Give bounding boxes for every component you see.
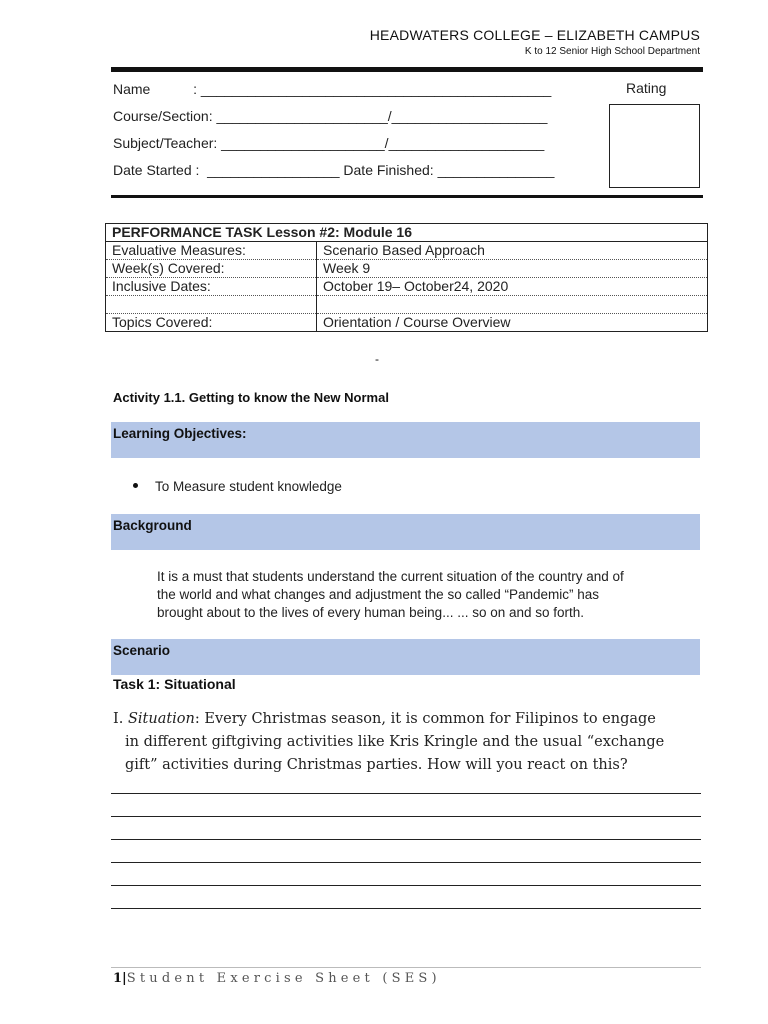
situation-label: Situation xyxy=(127,711,195,727)
footer-rule xyxy=(111,967,701,968)
answer-line xyxy=(111,908,701,909)
objective-text: To Measure student knowledge xyxy=(155,479,342,494)
name-field: Name : _____________________________________________ xyxy=(113,81,552,97)
row-label xyxy=(106,296,317,314)
table-row xyxy=(106,260,708,278)
situation-line: gift” activities during Christmas parties. How will you react on this? xyxy=(125,757,628,773)
footer xyxy=(113,971,441,986)
learning-objectives-band xyxy=(111,422,700,458)
table-row xyxy=(106,314,708,332)
rating-label: Rating xyxy=(626,80,667,96)
background-paragraph xyxy=(157,568,697,622)
bullet-icon xyxy=(133,483,138,488)
background-band xyxy=(111,514,700,550)
answer-line xyxy=(111,816,701,817)
situation-numeral: I. xyxy=(113,711,124,727)
list-item xyxy=(133,479,342,494)
activity-title: Activity 1.1. Getting to know the New Normal xyxy=(113,390,389,405)
situation-line: in different giftgiving activities like Kris Kringle and the usual “exchange xyxy=(125,734,665,750)
background-heading: Background xyxy=(113,518,192,533)
background-line: brought about to the lives of every human being... ... so on and so forth. xyxy=(157,605,585,620)
page-number: 1 xyxy=(113,971,123,986)
answer-line xyxy=(111,862,701,863)
department-name: K to 12 Senior High School Department xyxy=(524,46,700,57)
header-rule-top xyxy=(111,67,703,72)
learning-objectives-heading: Learning Objectives: xyxy=(113,426,247,441)
footer-separator: | xyxy=(122,971,127,986)
row-value: Week 9 xyxy=(317,260,708,278)
row-value: Scenario Based Approach xyxy=(317,242,708,260)
background-line: the world and what changes and adjustment the so called “Pandemic” has xyxy=(157,587,600,602)
answer-line xyxy=(111,885,701,886)
course-section-field: Course/Section: ______________________/____________________ xyxy=(113,108,548,124)
task-title: Task 1: Situational xyxy=(113,676,236,692)
table-row xyxy=(106,242,708,260)
header-rule-bottom xyxy=(111,195,703,198)
situation-line: : Every Christmas season, it is common for Filipinos to engage xyxy=(194,711,656,727)
row-label: Topics Covered: xyxy=(106,314,317,332)
scenario-band xyxy=(111,639,700,675)
row-label: Inclusive Dates: xyxy=(106,278,317,296)
row-label: Evaluative Measures: xyxy=(106,242,317,260)
subject-teacher-field: Subject/Teacher: _____________________/____________________ xyxy=(113,135,545,151)
rating-box xyxy=(609,104,700,188)
row-value: Orientation / Course Overview xyxy=(317,314,708,332)
row-value xyxy=(317,296,708,314)
answer-line xyxy=(111,839,701,840)
date-started-finished-field: Date Started : _________________ Date Finished: _______________ xyxy=(113,162,555,178)
separator-dash: - xyxy=(375,352,379,366)
situation-paragraph xyxy=(113,708,713,777)
performance-task-table xyxy=(105,223,708,332)
college-name: HEADWATERS COLLEGE – ELIZABETH CAMPUS xyxy=(369,27,700,43)
answer-line xyxy=(111,793,701,794)
row-value: October 19– October24, 2020 xyxy=(317,278,708,296)
footer-label: Student Exercise Sheet (SES) xyxy=(126,971,441,986)
performance-task-title: PERFORMANCE TASK Lesson #2: Module 16 xyxy=(106,224,708,242)
table-row xyxy=(106,296,708,314)
row-label: Week(s) Covered: xyxy=(106,260,317,278)
scenario-heading: Scenario xyxy=(113,643,171,658)
table-row xyxy=(106,278,708,296)
background-line: It is a must that students understand the current situation of the country and of xyxy=(157,569,624,584)
